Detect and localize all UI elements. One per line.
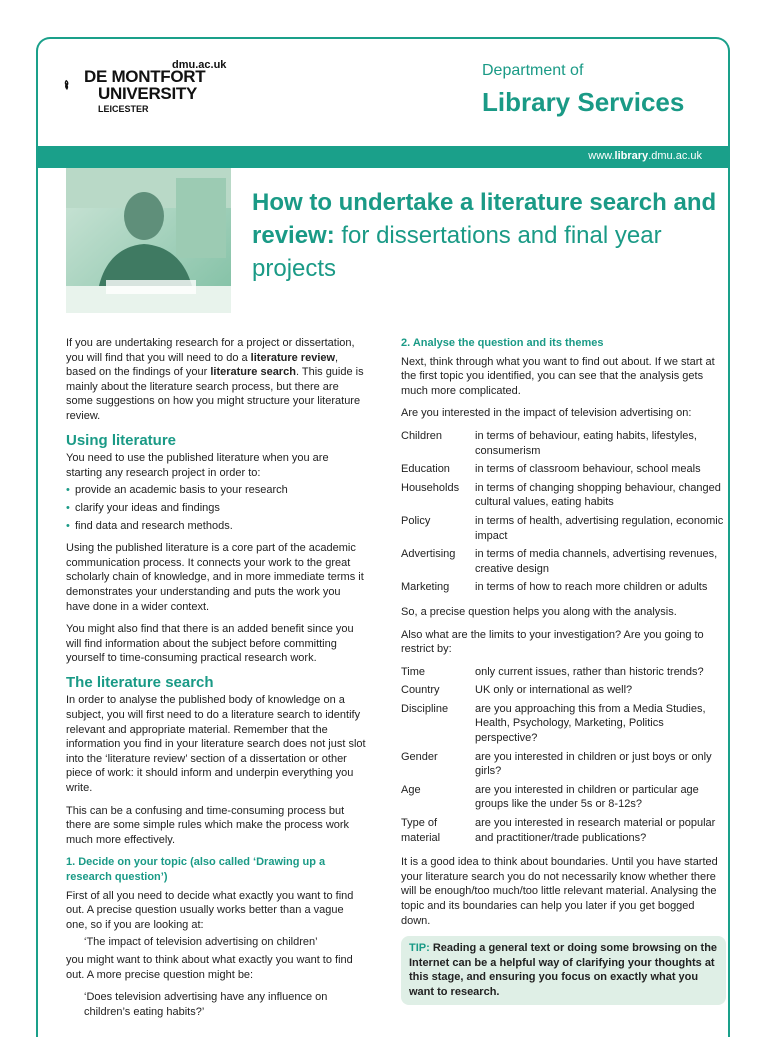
using-paragraph-3: You might also find that there is an added benefit since you will find information about the subject before committing yourself to time-consuming practical research work. xyxy=(66,623,354,665)
analyse-paragraph-4: Also what are the limits to your investigation? Are you going to restrict by: xyxy=(401,628,704,656)
left-column xyxy=(66,336,366,1027)
table-row: Policy in terms of health, advertising regulation, economic impact xyxy=(401,514,724,542)
tip-label: TIP: xyxy=(409,942,430,955)
right-column xyxy=(401,336,726,1005)
topic-quote-1: ‘The impact of television advertising on children’ xyxy=(84,936,318,949)
topic-paragraph-2: you might want to think about what exactly you want to find out. A more precise question might be: xyxy=(66,953,353,981)
department-name: Library Services xyxy=(482,87,685,117)
heading-literature-search: The literature search xyxy=(66,673,214,691)
logo-url: dmu.ac.uk xyxy=(172,59,227,71)
topic-paragraph-1: First of all you need to decide what exactly you want to find out. A precise question usually works better than a vague one, so if you are looking at: xyxy=(66,889,354,931)
table-row: Education in terms of classroom behaviour, school meals xyxy=(401,463,701,476)
list-item: • clarify your ideas and findings xyxy=(66,501,366,516)
table-row: Children in terms of behaviour, eating habits, lifestyles, consumerism xyxy=(401,429,697,457)
analyse-paragraph-2: Are you interested in the impact of television advertising on: xyxy=(401,407,692,420)
limits-table xyxy=(401,665,726,850)
analyse-paragraph-3: So, a precise question helps you along with the analysis. xyxy=(401,605,677,618)
logo-name-line2: UNIVERSITY xyxy=(98,84,198,103)
using-paragraph-2: Using the published literature is a core part of the academic communication process. It connects your work to the great scholarly chain of knowledge, and in more immediate terms it demonstrates your understanding and puts the work you have done in a wider context. xyxy=(66,542,364,613)
table-row: Marketing in terms of how to reach more children or adults xyxy=(401,581,708,594)
table-row: Time only current issues, rather than historic trends? xyxy=(401,665,704,678)
heading-decide-topic: 1. Decide on your topic (also called ‘Drawing up a research question’) xyxy=(66,856,326,883)
tip-text: Reading a general text or doing some browsing on the Internet can be a helpful way of clarifying your thoughts at this stage, and ensuring you focus on exactly what you want to research. xyxy=(409,942,718,998)
topic-quote-2: ‘Does television advertising have any influence on children’s eating habits?’ xyxy=(84,991,328,1018)
tip-box xyxy=(401,936,726,1004)
table-row: Households in terms of changing shopping behaviour, changed cultural values, eating habits xyxy=(401,481,721,509)
search-paragraph-1: In order to analyse the published body of knowledge on a subject, you will first need to do a literature search to identify relevant and appropriate material. Remember that the information you find in your literature search does not just slot into the ‘literature review’ section of a dissertation or other piece of work: it should inform and underpin everything you write. xyxy=(66,694,366,795)
search-paragraph-2: This can be a confusing and time-consuming process but there are some simple rules which make the process work much more effectively. xyxy=(66,804,350,846)
table-row: Advertising in terms of media channels, advertising revenues, creative design xyxy=(401,548,718,575)
analyse-paragraph-5: It is a good idea to think about boundaries. Until you have started your literature search you do not necessarily know whether there will be enough/too much/too little relevant material. Analysing the topic and its boundaries can help you later if you get bogged down. xyxy=(401,856,718,927)
table-row: Discipline are you approaching this from a Media Studies, Health, Psychology, Marketing, Politics perspective? xyxy=(401,702,706,745)
logo-name-line3: LEICESTER xyxy=(98,104,149,114)
list-item: • provide an academic basis to your research xyxy=(66,483,366,498)
impact-table xyxy=(401,429,726,599)
heading-analyse-question: 2. Analyse the question and its themes xyxy=(401,337,604,349)
logo-name-line1: DE MONTFORT xyxy=(84,67,206,86)
library-url-link[interactable]: www.library.dmu.ac.uk xyxy=(588,150,702,162)
heading-using-literature: Using literature xyxy=(66,431,177,449)
document-title: How to undertake a literature search and review: for dissertations and final year projects xyxy=(252,189,717,282)
department-label: Department of xyxy=(482,62,584,79)
intro-paragraph: If you are undertaking research for a project or dissertation, you will find that you will need to do a literature review, based on the findings of your literature search. This guide is mainly about the literature search process, but there are some suggestions on how you might structure your literature review. xyxy=(66,337,364,422)
table-row: Country UK only or international as well? xyxy=(401,684,633,697)
table-row: Age are you interested in children or particular age groups like the under 5s or 8-12s? xyxy=(401,783,699,811)
table-row: Type of material are you interested in research material or popular and practitioner/trade publications? xyxy=(401,817,716,844)
table-row: Gender are you interested in children or just boys or only girls? xyxy=(401,750,712,778)
list-item: • find data and research methods. xyxy=(66,519,366,534)
student-reading-photo xyxy=(66,168,231,313)
analyse-paragraph-1: Next, think through what you want to find out about. If we start at the first topic you identified, you can see that the analysis gets much more complicated. xyxy=(401,355,715,397)
using-paragraph: You need to use the published literature when you are starting any research project in order to: xyxy=(66,452,329,479)
using-bullets xyxy=(66,483,366,533)
